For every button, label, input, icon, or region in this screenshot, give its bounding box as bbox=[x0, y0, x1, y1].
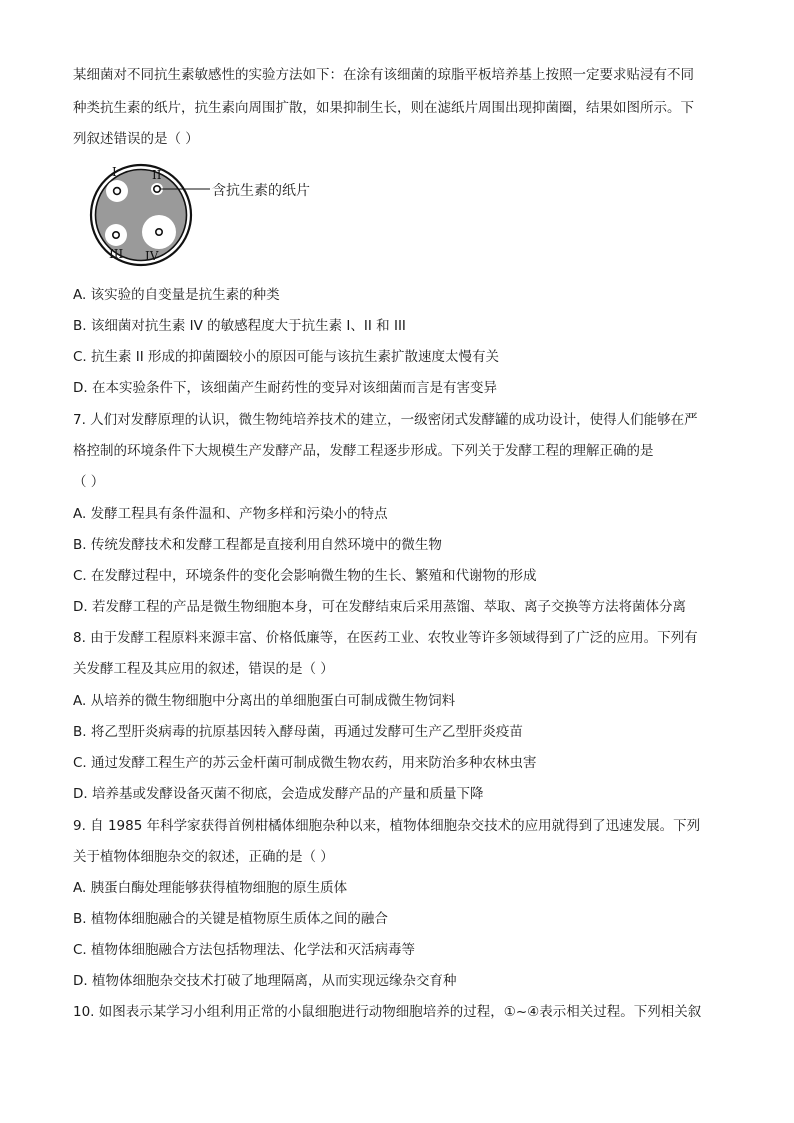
q7-option-c: C. 在发酵过程中，环境条件的变化会影响微生物的生长、繁殖和代谢物的形成 bbox=[73, 568, 537, 584]
q9-option-d: D. 植物体细胞杂交技术打破了地理隔离，从而实现远缘杂交育种 bbox=[73, 973, 457, 989]
q8-option-d: D. 培养基或发酵设备灭菌不彻底，会造成发酵产品的产量和质量下降 bbox=[73, 786, 484, 802]
q9-option-a: A. 胰蛋白酶处理能够获得植物细胞的原生质体 bbox=[73, 880, 348, 896]
disc-iv bbox=[156, 229, 162, 235]
q7-option-d: D. 若发酵工程的产品是微生物细胞本身，可在发酵结束后采用蒸馏、萃取、离子交换等方法将菌体分离 bbox=[73, 599, 686, 615]
q8-option-a: A. 从培养的微生物细胞中分离出的单细胞蛋白可制成微生物饲料 bbox=[73, 693, 456, 709]
q10-stem-line-1: 10. 如图表示某学习小组利用正常的小鼠细胞进行动物细胞培养的过程，①~④表示相关过程。下列相关叙 bbox=[73, 1004, 702, 1020]
q8-option-c: C. 通过发酵工程生产的苏云金杆菌可制成微生物农药，用来防治多种农林虫害 bbox=[73, 755, 537, 771]
q7-option-b: B. 传统发酵技术和发酵工程都是直接利用自然环境中的微生物 bbox=[73, 537, 442, 553]
q8-stem-line-1: 8. 由于发酵工程原料来源丰富、价格低廉等，在医药工业、农牧业等许多领域得到了广泛的应用。下列有 bbox=[73, 630, 698, 646]
figure-callout-label: 含抗生素的纸片 bbox=[212, 183, 310, 199]
q6-stem-line-2: 种类抗生素的纸片，抗生素向周围扩散，如果抑制生长，则在滤纸片周围出现抑菌圈，结果如图所示。下 bbox=[73, 100, 694, 116]
zone-label-iv: IV bbox=[145, 249, 159, 263]
q6-option-b: B. 该细菌对抗生素 IV 的敏感程度大于抗生素 I、II 和 III bbox=[73, 318, 406, 334]
q6-option-a: A. 该实验的自变量是抗生素的种类 bbox=[73, 287, 280, 303]
q8-stem-line-2: 关发酵工程及其应用的叙述，错误的是（ ） bbox=[73, 661, 334, 677]
q7-option-a: A. 发酵工程具有条件温和、产物多样和污染小的特点 bbox=[73, 506, 388, 522]
zone-label-ii: II bbox=[152, 168, 162, 182]
q6-stem-line-1: 某细菌对不同抗生素敏感性的实验方法如下：在涂有该细菌的琼脂平板培养基上按照一定要求贴浸有不同 bbox=[73, 67, 694, 83]
disc-i bbox=[114, 188, 121, 195]
q9-option-c: C. 植物体细胞融合方法包括物理法、化学法和灭活病毒等 bbox=[73, 942, 416, 958]
disc-iii bbox=[113, 232, 119, 238]
zone-label-i: I bbox=[112, 165, 117, 179]
q6-stem-line-3: 列叙述错误的是（ ） bbox=[73, 131, 199, 147]
q6-option-d: D. 在本实验条件下，该细菌产生耐药性的变异对该细菌而言是有害变异 bbox=[73, 380, 497, 396]
q7-stem-line-2: 格控制的环境条件下大规模生产发酵产品，发酵工程逐步形成。下列关于发酵工程的理解正确的是 bbox=[73, 443, 654, 459]
q9-stem-line-2: 关于植物体细胞杂交的叙述，正确的是（ ） bbox=[73, 849, 334, 865]
disc-ii bbox=[154, 186, 160, 192]
q7-stem-line-1: 7. 人们对发酵原理的认识，微生物纯培养技术的建立，一级密闭式发酵罐的成功设计，使得人们能够在严 bbox=[73, 412, 698, 428]
petri-dish-diagram bbox=[74, 162, 210, 268]
q9-option-b: B. 植物体细胞融合的关键是植物原生质体之间的融合 bbox=[73, 911, 388, 927]
zone-label-iii: III bbox=[109, 247, 124, 261]
q9-stem-line-1: 9. 自 1985 年科学家获得首例柑橘体细胞杂种以来，植物体细胞杂交技术的应用就得到了迅速发展。下列 bbox=[73, 818, 701, 834]
antibiotic-plate-figure bbox=[74, 162, 210, 268]
q7-stem-line-3: （ ） bbox=[73, 474, 105, 490]
q6-option-c: C. 抗生素 II 形成的抑菌圈较小的原因可能与该抗生素扩散速度太慢有关 bbox=[73, 349, 500, 365]
q8-option-b: B. 将乙型肝炎病毒的抗原基因转入酵母菌，再通过发酵可生产乙型肝炎疫苗 bbox=[73, 724, 523, 740]
